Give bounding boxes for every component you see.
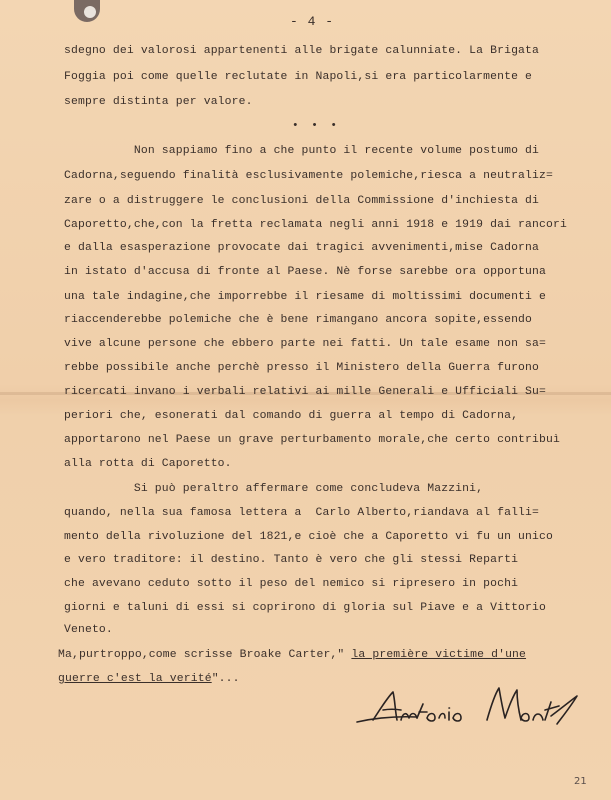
closing-suffix: "... — [211, 673, 240, 685]
text-line: in istato d'accusa di fronte al Paese. Nè forse sarebbe ora opportuna — [64, 266, 546, 278]
signature — [355, 680, 585, 730]
text-line: periori che, esonerati dal comando di guerra al tempo di Cadorna, — [64, 410, 519, 422]
text-line: vive alcune persone che ebbero parte nei fatti. Un tale esame non sa= — [64, 338, 546, 350]
text-line: Non sappiamo fino a che punto il recente volume postumo di — [64, 145, 540, 157]
text-line: e dalla esasperazione provocate dai tragici avvenimenti,mise Cadorna — [64, 242, 540, 254]
text-line: Si può peraltro affermare come concludeva Mazzini, — [64, 483, 484, 495]
text-line: rebbe possibile anche perchè presso il Ministero della Guerra furono — [64, 362, 540, 374]
text-line: sdegno dei valorosi appartenenti alle brigate calunniate. La Brigata — [64, 45, 540, 57]
punch-hole-inner — [84, 6, 96, 18]
section-break: • • • — [292, 120, 341, 132]
text-line: riaccenderebbe polemiche che è bene rimangano ancora sopite,essendo — [64, 314, 533, 326]
text-line: sempre distinta per valore. — [64, 96, 253, 108]
closing-prefix: Ma,purtroppo,come scrisse Broake Carter," — [58, 649, 352, 661]
text-line: mento della rivoluzione del 1821,e cioè che a Caporetto vi fu un unico — [64, 531, 553, 543]
quoted-text: la première victime d'une — [351, 649, 527, 661]
quoted-text: guerre c'est la verité — [58, 673, 212, 685]
text-line: e vero traditore: il destino. Tanto è vero che gli stessi Reparti — [64, 554, 519, 566]
text-line: Veneto. — [64, 624, 113, 636]
text-line: Foggia poi come quelle reclutate in Napoli,si era particolarmente e — [64, 71, 533, 83]
text-line: Cadorna,seguendo finalità esclusivamente polemiche,riesca a neutraliz= — [64, 170, 553, 182]
text-line: una tale indagine,che imporrebbe il riesame di moltissimi documenti e — [64, 291, 546, 303]
archive-number: 21 — [574, 776, 587, 787]
page-number: - 4 - — [290, 14, 335, 29]
text-line: ricercati invano i verbali relativi ai mille Generali e Ufficiali Su= — [64, 386, 546, 398]
text-line: che avevano ceduto sotto il peso del nemico si ripresero in pochi — [64, 578, 519, 590]
text-line: apportarono nel Paese un grave perturbamento morale,che certo contribuì — [64, 434, 560, 446]
closing-line — [58, 672, 240, 686]
text-line: alla rotta di Caporetto. — [64, 458, 232, 470]
closing-line — [58, 648, 526, 662]
text-line: zare o a distruggere le conclusioni della Commissione d'inchiesta di — [64, 195, 540, 207]
text-line: quando, nella sua famosa lettera a Carlo Alberto,riandava al falli= — [64, 507, 540, 519]
text-line: Caporetto,che,con la fretta reclamata negli anni 1918 e 1919 dai rancori — [64, 219, 567, 231]
text-line: giorni e taluni di essi si coprirono di gloria sul Piave e a Vittorio — [64, 602, 546, 614]
